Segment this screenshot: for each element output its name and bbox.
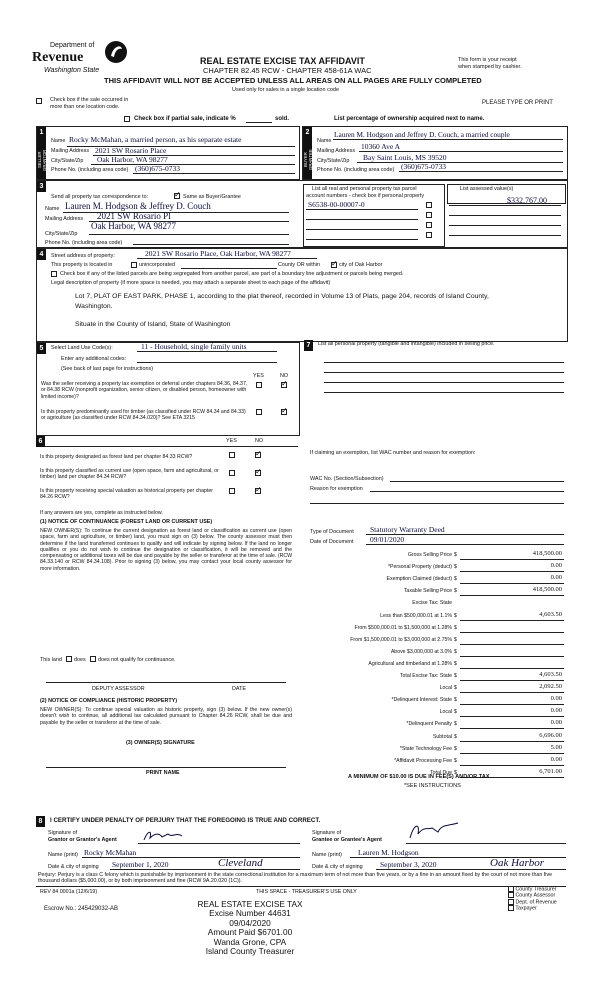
buyer-name-field[interactable]: Lauren M. Hodgson and Jeffrey D. Couch, a married couple bbox=[334, 130, 510, 139]
q2-yes-checkbox[interactable] bbox=[256, 409, 262, 415]
stamp-line-5: Wanda Grone, CPA bbox=[213, 936, 287, 947]
tax-row-label: *Affidavit Processing Fee bbox=[394, 757, 452, 764]
form-warning: THIS AFFIDAVIT WILL NOT BE ACCEPTED UNLESS ALL AREAS ON ALL PAGES ARE FULLY COMPLETED bbox=[104, 76, 482, 85]
segregated-label: Check box if any of the listed parcels are being segregated from another parcel, are part of a boundary line adjustment or parcels being merged. bbox=[60, 271, 404, 277]
deputy-date-label: DATE bbox=[232, 686, 246, 692]
additional-codes-label: Enter any additional codes: bbox=[61, 356, 127, 362]
form-title: REAL ESTATE EXCISE TAX AFFIDAVIT bbox=[200, 56, 365, 66]
exemption-question: Was the seller receiving a property tax exemption or deferral under chapters 84.36, 84.37, or 84.38 RCW (nonprofit organization, senior citizen, or disabled person, homeowner with limited income)? bbox=[41, 381, 248, 400]
copy-dept-revenue: Dept. of Revenue bbox=[515, 899, 557, 906]
does-not-label: does not qualify for continuance. bbox=[98, 657, 176, 663]
tax-row-prefix: $ bbox=[454, 733, 457, 740]
s6-q2-no-check-icon: ✓ bbox=[255, 467, 262, 476]
stamp-line-4: Amount Paid $6701.00 bbox=[207, 927, 293, 938]
print-name-label: PRINT NAME bbox=[146, 770, 180, 776]
minimum-fee-note: A MINIMUM OF $10.00 IS DUE IN FEE(S) AND/OR TAX bbox=[348, 774, 490, 780]
tax-row-prefix: $ bbox=[454, 576, 457, 583]
stamp-line-2: Excise Number 44631 bbox=[209, 908, 291, 919]
tax-row-value[interactable]: 6,701.00 bbox=[539, 767, 562, 775]
copy-checkbox-3[interactable] bbox=[508, 899, 514, 905]
tax-row-value[interactable]: 4,603.50 bbox=[539, 671, 562, 678]
historic-question: Is this property receiving special valuation as historical property per chapter 84.26 RCW? bbox=[40, 488, 214, 501]
s6-q1-yes-checkbox[interactable] bbox=[229, 452, 235, 458]
tax-row-value[interactable]: 0.00 bbox=[550, 695, 562, 703]
copy-distribution bbox=[508, 886, 557, 912]
single-location-note: Used only for sales in a single location code bbox=[232, 87, 340, 93]
tax-row-prefix: $ bbox=[454, 745, 457, 752]
buyer-city-label: City/State/Zip bbox=[317, 158, 350, 164]
seller-mailing-label: Mailing Address bbox=[51, 148, 90, 154]
parcel-number-field[interactable]: S6538-00-00007-0 bbox=[308, 200, 365, 209]
buyer-mailing-field[interactable]: 10360 Ave A bbox=[361, 142, 401, 151]
grantor-date-field[interactable]: September 1, 2020 bbox=[112, 860, 169, 869]
tax-row-label: Exemption Claimed (deduct) bbox=[386, 576, 452, 583]
tax-row-value[interactable]: 0.00 bbox=[550, 755, 562, 763]
no-header: NO bbox=[280, 373, 289, 379]
seller-city-label: City/State/Zip bbox=[51, 158, 84, 164]
doc-type-field[interactable]: Statutory Warranty Deed bbox=[370, 525, 445, 534]
seller-phone-label: Phone No. (including area code) bbox=[51, 167, 129, 173]
section-6: 6 YES NO Is this property designated as forest land per chapter 84.33 RCW? ✓ Is this property classified as current use (open space, farm and agricultural, or timber) land per chapter 84.34 RCW? ✓ Is this property receiving special valuation as historical property per chapter 84.26 RCW? ✓ If any answers are yes, complete as instructed below. (1) NOTICE OF CONTINUANCE (FOREST LAND OR CURRENT USE) NEW OWNER(S): To continue the current designation as forest land or classification as current use (open space, farm and agriculture, or timber) land, you must sign on (3) below. The county assessor must then determine if the land transferred continues to qualify and will indicate by signing below. If the land no longer qualifies or you do not wish to continue the designation or classification, it will be removed and the compensating or additional taxes will be due and payable by the seller or transferor at the time of sale. (RCW 84.33.140 or RCW 84.34.108). Prior to signing (3) below, you may contact your local county assessor for more information. This land does does not qualify for continuance. DEPUTY ASSESSOR DATE (2) NOTICE OF COMPLIANCE (HISTORIC PROPERTY) NEW OWNER(S): To continue special valuation as historic property, sign (3) below. If the new owner(s) doesn't wish to continue, all additional tax calculated pursuant to Chapter 84.26 RCW, shall be due and payable by the seller or transferor at the time of sale. (3) OWNER(S) SIGNATURE PRINT NAME bbox=[36, 436, 298, 814]
buyer-side-label: BUYER GRANTEE bbox=[303, 149, 313, 171]
s6-yes-header: YES bbox=[226, 438, 237, 444]
street-label: Street address of property: bbox=[51, 253, 115, 259]
assessed-value-field[interactable]: $332,767.00 bbox=[507, 196, 547, 205]
treasurer-only-label: THIS SPACE - TREASURER'S USE ONLY bbox=[256, 889, 357, 895]
grantor-signature[interactable] bbox=[142, 828, 202, 842]
tax-row-label: From $500,000.01 to $1,500,000 at 1.28% bbox=[354, 624, 452, 631]
tax-row-label: Local bbox=[439, 709, 452, 716]
tax-row-prefix: $ bbox=[454, 660, 457, 667]
tax-row-value[interactable]: 0.00 bbox=[550, 562, 562, 570]
notice2-title: (2) NOTICE OF COMPLIANCE (HISTORIC PROPERTY) bbox=[40, 698, 178, 704]
tax-row-value[interactable]: 0.00 bbox=[550, 707, 562, 715]
tax-row-prefix: $ bbox=[454, 757, 457, 764]
yes-header: YES bbox=[253, 373, 264, 379]
see-instructions-note: *SEE INSTRUCTIONS bbox=[404, 783, 461, 789]
stamp-line-6: Island County Treasurer bbox=[205, 946, 295, 957]
tax-row-prefix: $ bbox=[454, 636, 457, 643]
does-checkbox[interactable] bbox=[66, 656, 72, 662]
corr-mailing-field[interactable]: 2021 SW Rosario Pl bbox=[97, 211, 171, 221]
does-not-checkbox[interactable] bbox=[90, 656, 96, 662]
copy-checkbox-4[interactable] bbox=[508, 905, 514, 911]
section-8: 8 I CERTIFY UNDER PENALTY OF PERJURY THAT THE FOREGOING IS TRUE AND CORRECT. Signature of Grantor or Grantor's Agent Name (print) Rocky McMahan Date & city of signing September 1, 2020 Cleveland Signature of Grantee or Grantee's Agent Name (print) Lauren M. Hodgson Date & city of signing September 3, 2020 Oak Harbor bbox=[36, 816, 566, 878]
corr-name-label: Name bbox=[45, 206, 60, 212]
grantee-signature[interactable] bbox=[406, 820, 466, 842]
s6-q2-yes-checkbox[interactable] bbox=[229, 470, 235, 476]
unincorporated-checkbox[interactable] bbox=[131, 262, 137, 268]
buyer-section: 2 BUYER GRANTEE Name Lauren M. Hodgson and Jeffrey D. Couch, a married couple Mailing Address 10360 Ave A City/State/Zip Bay Saint Louis, MS 39520 Phone No. (including area code) (360)675-0733 bbox=[302, 126, 568, 180]
please-type: PLEASE TYPE OR PRINT bbox=[482, 100, 553, 106]
owner-signature-line[interactable] bbox=[46, 767, 286, 768]
sold-label: sold. bbox=[275, 116, 290, 122]
land-use-field[interactable]: 11 - Household, single family units bbox=[141, 342, 247, 351]
tax-row-label: *Personal Property (deduct) bbox=[387, 564, 452, 571]
legal-description-line-2[interactable]: Washington. bbox=[75, 303, 113, 310]
perjury-notice: Perjury: Perjury is a class C felony which is punishable by imprisonment in the state correctional institution for a maximum term of not more than five years, or by a fine in an amount fixed by the court of not more than five thousand dollars ($5,000.00), or by both imprisonment and fine (RCW 9A.20.020 (1C)). bbox=[38, 872, 553, 885]
tax-row-label: Local bbox=[439, 685, 452, 692]
reason-label: Reason for exemption bbox=[310, 486, 363, 492]
tax-row-label: Total Due bbox=[430, 769, 452, 776]
grantor-name-print-label: Name (print) bbox=[48, 852, 78, 858]
personal-property-checkbox-1[interactable] bbox=[426, 202, 432, 208]
buyer-phone-field[interactable]: (360)675-0733 bbox=[401, 162, 446, 171]
grantee-sig-label-2: Grantee or Grantee's Agent bbox=[312, 837, 382, 843]
deputy-assessor-label: DEPUTY ASSESSOR bbox=[92, 686, 145, 692]
tax-row-value[interactable]: 2,092.50 bbox=[539, 683, 562, 691]
partial-sale-label: Check box if partial sale, indicate % bbox=[134, 116, 236, 122]
tax-row-value[interactable]: 4,603.50 bbox=[539, 610, 562, 618]
form-subtitle: CHAPTER 82.45 RCW - CHAPTER 458-61A WAC bbox=[203, 66, 372, 75]
seller-side-label: SELLER GRANTOR bbox=[37, 149, 47, 171]
tax-row-value[interactable]: 6,696.00 bbox=[539, 731, 562, 739]
segregated-checkbox[interactable] bbox=[51, 271, 57, 277]
this-land-label: This land bbox=[40, 657, 62, 663]
tax-row-label: Subtotal bbox=[432, 733, 452, 740]
tax-row-value[interactable]: 418,500.00 bbox=[532, 586, 562, 594]
multi-location-label-1: Check box if the sale occurred in bbox=[50, 97, 129, 103]
list-percentage-note: List percentage of ownership acquired next to name. bbox=[334, 116, 485, 122]
grantee-name-field[interactable]: Lauren M. Hodgson bbox=[358, 848, 419, 857]
tax-row-value[interactable]: 0.00 bbox=[550, 574, 562, 582]
parcel-header-2: account numbers - check box if personal property bbox=[306, 193, 425, 199]
wa-logo-icon bbox=[104, 40, 128, 64]
copy-checkbox-1[interactable] bbox=[508, 886, 514, 892]
tax-row-label: Gross Selling Price bbox=[407, 552, 452, 558]
grantee-name-print-label: Name (print) bbox=[312, 852, 342, 858]
multi-location-checkbox[interactable] bbox=[36, 98, 42, 104]
tax-row-label: *State Technology Fee bbox=[399, 745, 452, 752]
tax-row-value[interactable]: 0.00 bbox=[550, 719, 562, 727]
parcel-header-1: List all real and personal property tax parcel bbox=[312, 186, 417, 192]
buyer-name-label: Name bbox=[317, 138, 332, 144]
q1-no-check-icon: ✓ bbox=[281, 379, 288, 388]
certify-statement: I CERTIFY UNDER PENALTY OF PERJURY THAT THE FOREGOING IS TRUE AND CORRECT. bbox=[50, 817, 321, 824]
grantor-sig-label-1: Signature of bbox=[48, 830, 78, 836]
tax-row-label: Less than $500,000.01 at 1.1% bbox=[380, 612, 452, 619]
copy-county-treasurer: County Treasurer bbox=[515, 886, 557, 893]
notice1-text: NEW OWNER(S): To continue the current designation as forest land or classification as current use (open space, farm and agriculture, or timber) land, you must sign on (3) below. The county assessor must then determine if the land transferred continues to qualify and will indicate by signing below. If the land no longer qualifies or you do not wish to continue the designation or classification, it will be removed and the compensating or additional taxes will be due and payable by the seller or transferor at the time of sale. (RCW 84.33.140 or RCW 84.34.108). Prior to signing (3) below, you may contact your local county assessor for more information. bbox=[40, 528, 292, 572]
corr-phone-label: Phone No. (including area code) bbox=[45, 240, 123, 246]
section-4: 4 Street address of property: 2021 SW Rosario Place, Oak Harbor, WA 98277 This property is located in unincorporated County OR within ✓ city of Oak Harbor Check box if any of the listed parcels are being segregated from another parcel, are part of a boundary line adjustment or parcels being merged. Legal description of property (if more space is needed, you may attach a separate sheet to each page of the affidavit) Lot 7, PLAT OF EAST PARK, PHASE 1, according to the plat thereof, recorded in Volume 13 of Plats, page 204, records of Island County, Washington. Situate in the County of Island, State of Washington bbox=[36, 248, 568, 342]
copy-county-assessor: County Assessor bbox=[515, 892, 556, 899]
doc-type-label: Type of Document bbox=[310, 529, 354, 535]
grantor-date-label: Date & city of signing bbox=[48, 864, 99, 870]
legal-description-label: Legal description of property (if more space is needed, you may attach a separate sheet to each page of the affidavit) bbox=[51, 280, 331, 286]
tax-row-prefix: $ bbox=[454, 721, 457, 728]
seller-phone-field[interactable]: (360)675-0733 bbox=[135, 164, 180, 173]
grantee-date-field[interactable]: September 3, 2020 bbox=[380, 860, 437, 869]
tax-row-prefix: $ bbox=[454, 564, 457, 571]
copy-taxpayer: Taxpayer bbox=[515, 905, 537, 912]
unincorporated-label: unincorporated bbox=[139, 262, 175, 268]
s6-q3-no-check-icon: ✓ bbox=[255, 485, 262, 494]
city-check-icon: ✓ bbox=[331, 259, 338, 268]
grantor-name-field[interactable]: Rocky McMahan bbox=[84, 848, 137, 857]
grantee-date-label: Date & city of signing bbox=[312, 864, 363, 870]
tax-row-prefix: $ bbox=[454, 612, 457, 619]
stamp-line-3: 09/04/2020 bbox=[229, 917, 271, 928]
revenue-text: Revenue bbox=[32, 50, 84, 65]
tax-row-prefix: $ bbox=[454, 648, 457, 655]
tax-row-prefix: $ bbox=[454, 685, 457, 692]
revenue-logo bbox=[30, 40, 130, 80]
s6-q1-no-check-icon: ✓ bbox=[255, 449, 262, 458]
located-in-label: This property is located in bbox=[51, 262, 113, 268]
tax-row-label: *Delinquent Penalty bbox=[406, 721, 452, 728]
tax-row-label: Taxable Selling Price bbox=[403, 588, 452, 595]
q1-yes-checkbox[interactable] bbox=[256, 382, 262, 388]
s6-no-header: NO bbox=[255, 438, 264, 444]
receipt-note-2: when stamped by cashier. bbox=[458, 64, 522, 70]
corr-city-field[interactable]: Oak Harbor, WA 98277 bbox=[91, 221, 176, 231]
tax-row-prefix: $ bbox=[454, 697, 457, 704]
tax-row-label: From $1,500,000.01 to $3,000,000 at 2.75% bbox=[350, 636, 452, 643]
same-as-check-icon: ✓ bbox=[174, 190, 181, 199]
seller-name-field[interactable]: Rocky McMahan, a married person, as his separate estate bbox=[69, 135, 242, 144]
tax-row-label: Agricultural and timberland at 1.28% bbox=[368, 660, 452, 667]
state-text: Washington State bbox=[44, 67, 100, 74]
stamp-line-1: REAL ESTATE EXCISE TAX bbox=[197, 899, 303, 909]
see-back-note: (See back of last page for instructions) bbox=[61, 366, 153, 372]
county-or-within-label: County OR within bbox=[278, 262, 320, 268]
grantor-city-field[interactable]: Cleveland bbox=[218, 857, 263, 869]
personal-property-checkbox-3[interactable] bbox=[426, 222, 432, 228]
tax-row-prefix: $ bbox=[454, 769, 457, 776]
legal-description-line-3[interactable]: Situate in the County of Island, State of Washington bbox=[75, 321, 231, 328]
corr-mailing-label: Mailing Address bbox=[45, 216, 84, 222]
personal-property-label: List all personal property (tangible and intangible) included in selling price. bbox=[318, 341, 495, 347]
grantor-sig-label-2: Grantor or Grantor's Agent bbox=[48, 837, 117, 843]
send-correspondence-label: Send all property tax correspondence to: bbox=[51, 194, 149, 200]
multi-location-label-2: more than one location code. bbox=[50, 104, 120, 110]
buyer-city-field[interactable]: Bay Saint Louis, MS 39520 bbox=[363, 153, 447, 162]
assessed-header: List assessed value(s) bbox=[460, 186, 514, 192]
does-label: does bbox=[74, 657, 86, 663]
if-yes-note: If any answers are yes, complete as instructed below. bbox=[40, 510, 163, 516]
seller-section: 1 SELLER GRANTOR Name Rocky McMahan, a married person, as his separate estate Mailing Address 2021 SW Rosario Place City/State/Zip Oak Harbor, WA 98277 Phone No. (including area code) (360)675-0733 bbox=[36, 126, 300, 180]
tax-row-prefix: $ bbox=[454, 588, 457, 595]
street-field[interactable]: 2021 SW Rosario Place, Oak Harbor, WA 98277 bbox=[145, 249, 291, 258]
s6-q3-yes-checkbox[interactable] bbox=[229, 488, 235, 494]
wac-label: WAC No. (Section/Subsection) bbox=[310, 476, 384, 482]
legal-description-line-1[interactable]: Lot 7, PLAT OF EAST PARK, PHASE 1, according to the plat thereof, recorded in Volume 13 of Plats, page 204, records of Island County, bbox=[75, 293, 489, 300]
section-7: 7 List all personal property (tangible and intangible) included in selling price. If claiming an exemption, list WAC number and reason for exemption: WAC No. (Section/Subsection) Reason for exemption Type of Document Statutory Warranty Deed Date of Document 09/01/2020 Gross Selling Price $ 418,500.00 *Personal Property (deduct) $ 0.00 Exemption Claimed (deduct) $ 0.00 Taxable Selling Price $ 418,500.00 Excise Tax: State Less than $500,000.01 at 1.1% $ 4,603.50 From $500,000.01 to $1,500,000 at 1.28% $ From $1,500,000.01 to $3,000,000 at 2.75% $ Above $3,000,000 at 3.0% $ Agricultural and timberland at 1.28% $ Total Excise Tax: State $ 4,603.50 Local $ 2,092.50 *Delinquent Interest: State $ 0.00 Local $ 0.00 *Delinquent Penalty $ 0.00 Subtotal $ 6,696.00 *State Technology Fee $ 5.00 *Affidavit Processing Fee $ 0.00 Total Due $ 6,701.00 A MINIMUM OF $10.00 IS DUE IN FEE(S) AND/OR TAX *SEE INSTRUCTIONS bbox=[304, 340, 566, 810]
rev-number: REV 84 0001a (12/6/19) bbox=[40, 889, 98, 895]
notice2-text: NEW OWNER(S): To continue special valuation as historic property, sign (3) below. If the new owner(s) doesn't wish to continue, all additional tax calculated pursuant to Chapter 84.26 RCW, shall be due and payable by the seller or transferor at the time of sale. bbox=[40, 707, 292, 726]
personal-property-checkbox-2[interactable] bbox=[426, 212, 432, 218]
corr-city-label: City/State/Zip bbox=[45, 231, 78, 237]
partial-sale-checkbox[interactable] bbox=[124, 116, 130, 122]
seller-mailing-field[interactable]: 2021 SW Rosario Place bbox=[95, 146, 167, 155]
owner-signature-label: (3) OWNER(S) SIGNATURE bbox=[126, 740, 195, 746]
treasurer-stamp bbox=[150, 900, 350, 956]
section-5: 5 Select Land Use Code(s): 11 - Household, single family units Enter any additional codes: (See back of last page for instructions) YES NO Was the seller receiving a property tax exemption or deferral under chapters 84.36, 84.37, or 84.38 RCW (nonprofit organization, senior citizen, or disabled person, homeowner with limited income)? ✓ Is this property predominantly used for timber (as classified under RCW 84.34 and 84.33) or agriculture (as classified under RCW 84.34.020)? See ETA 3215 ✓ bbox=[36, 342, 300, 436]
tax-row-value[interactable]: 418,500.00 bbox=[532, 550, 562, 557]
section-3: 3 Send all property tax correspondence to: ✓ Same as Buyer/Grantee Name Lauren M. Hodgson & Jeffrey D. Couch Mailing Address 2021 SW Rosario Pl City/State/Zip Oak Harbor, WA 98277 Phone No. (including area code) List all real and personal property tax parcel account numbers - check box if personal property S6538-00-00007-0 List assessed value(s) $332,767.00 bbox=[36, 180, 568, 248]
personal-property-checkbox-4[interactable] bbox=[426, 232, 432, 238]
timber-question: Is this property predominantly used for timber (as classified under RCW 84.34 and 84.33) or agriculture (as classified under RCW 84.34.020)? See ETA 3215 bbox=[41, 409, 246, 422]
grantee-city-field[interactable]: Oak Harbor bbox=[490, 857, 545, 869]
tax-row-label: Total Excise Tax: State bbox=[399, 673, 452, 679]
buyer-mailing-label: Mailing Address bbox=[317, 148, 356, 154]
current-use-question: Is this property classified as current use (open space, farm and agricultural, or timber) land per chapter 84.34 RCW? bbox=[40, 468, 219, 481]
forest-land-question: Is this property designated as forest land per chapter 84.33 RCW? bbox=[40, 454, 193, 460]
escrow-number: Escrow No.: 245429032-AB bbox=[44, 906, 119, 912]
tax-row-value[interactable]: 5.00 bbox=[550, 743, 562, 751]
doc-date-label: Date of Document bbox=[310, 539, 354, 545]
seller-city-field[interactable]: Oak Harbor, WA 98277 bbox=[97, 155, 168, 164]
seller-name-label: Name bbox=[51, 138, 66, 144]
tax-row-prefix: $ bbox=[454, 624, 457, 631]
receipt-note-1: This form is your receipt bbox=[458, 57, 517, 63]
corr-name-field[interactable]: Lauren M. Hodgson & Jeffrey D. Couch bbox=[65, 201, 211, 211]
doc-date-field[interactable]: 09/01/2020 bbox=[370, 535, 405, 544]
notice1-title: (1) NOTICE OF CONTINUANCE (FOREST LAND OR CURRENT USE) bbox=[40, 519, 213, 525]
same-as-label: Same as Buyer/Grantee bbox=[183, 194, 241, 200]
buyer-phone-label: Phone No. (including area code) bbox=[317, 167, 395, 173]
tax-row-label: *Delinquent Interest: State bbox=[391, 697, 452, 704]
grantee-sig-label-1: Signature of bbox=[312, 830, 342, 836]
tax-row-prefix: $ bbox=[454, 552, 457, 558]
tax-row-prefix: $ bbox=[454, 709, 457, 716]
tax-row-label: Excise Tax: State bbox=[412, 600, 452, 607]
q2-no-check-icon: ✓ bbox=[281, 406, 288, 415]
exemption-claim-label: If claiming an exemption, list WAC number and reason for exemption: bbox=[310, 450, 476, 456]
tax-row-prefix: $ bbox=[454, 673, 457, 679]
land-use-label: Select Land Use Code(s): bbox=[51, 345, 113, 351]
dept-text: Department of bbox=[50, 42, 95, 49]
copy-checkbox-2[interactable] bbox=[508, 892, 514, 898]
tax-row-label: Above $3,000,000 at 3.0% bbox=[390, 648, 452, 655]
city-of-label: city of Oak Harbor bbox=[339, 262, 383, 268]
